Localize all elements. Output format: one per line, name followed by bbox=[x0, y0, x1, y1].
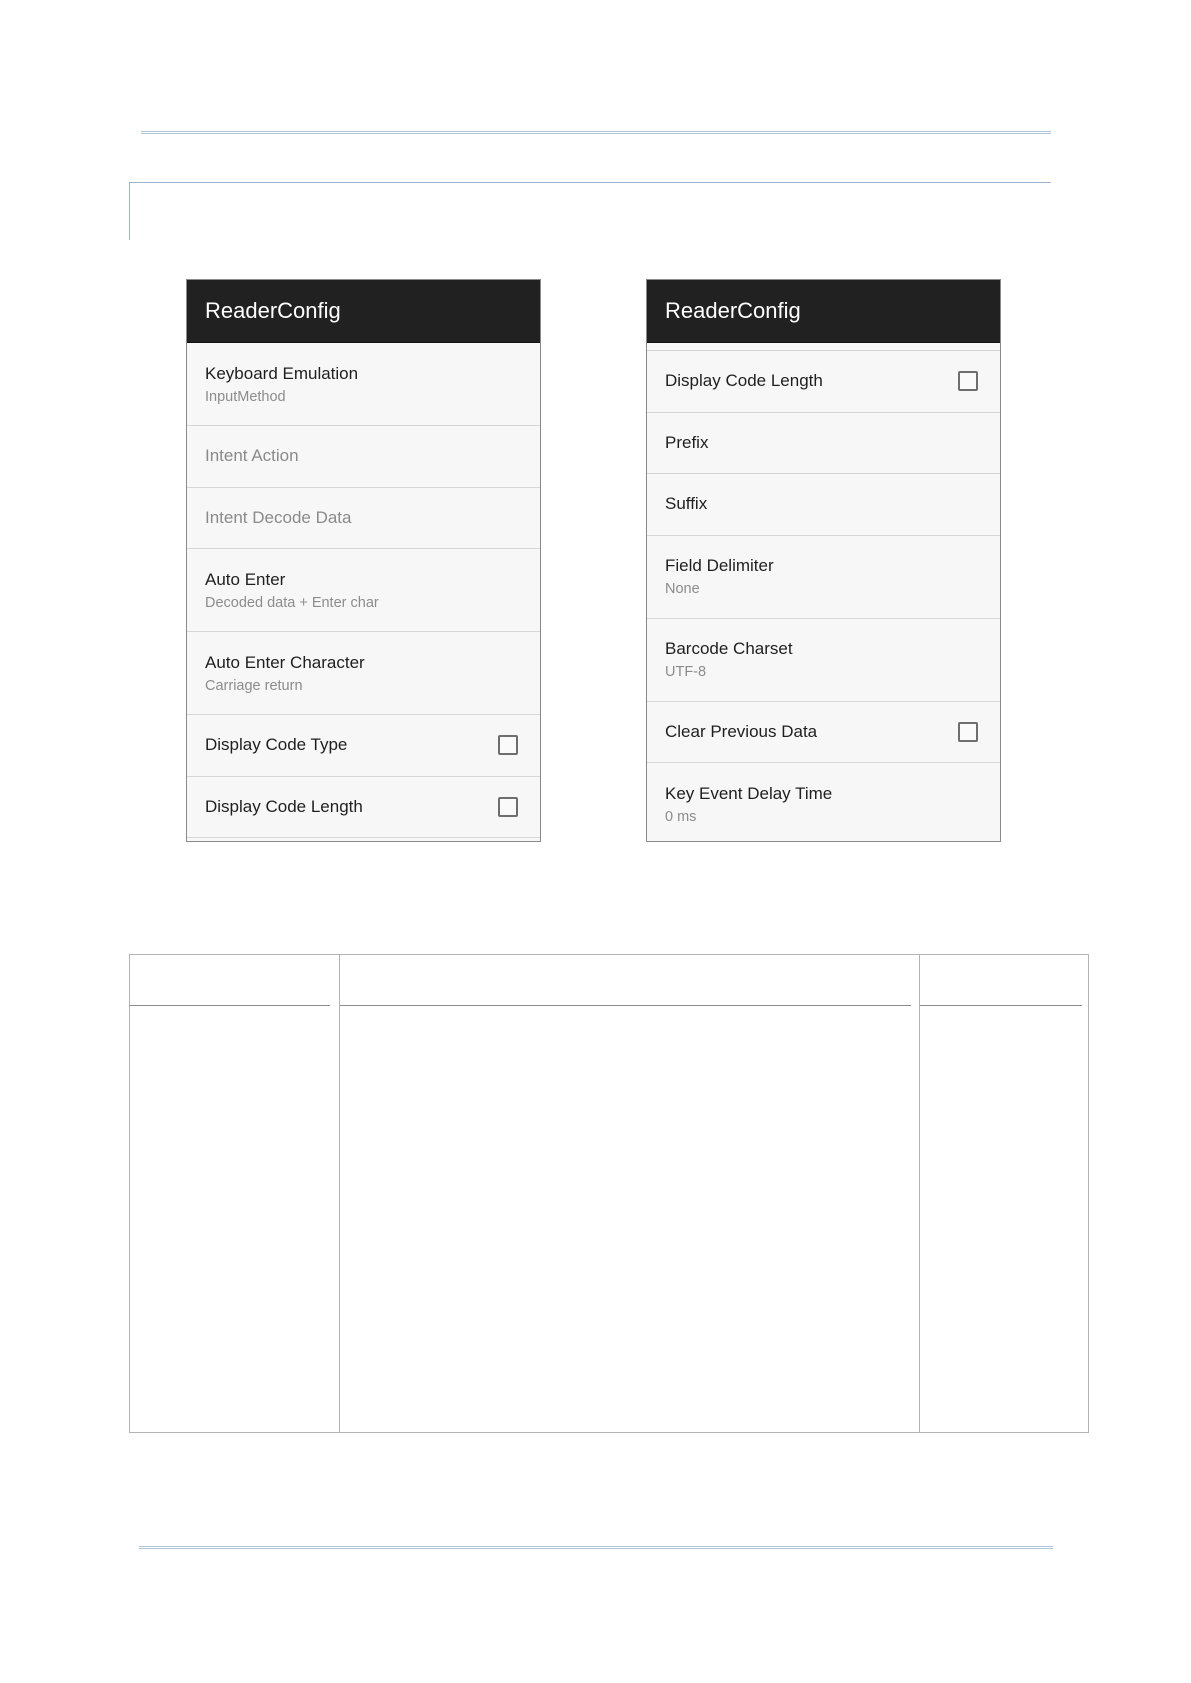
table-header-rule bbox=[130, 1005, 330, 1006]
spec-table bbox=[129, 954, 1089, 1433]
pref-clear-previous-data[interactable] bbox=[647, 702, 1000, 764]
pref-display-code-length[interactable] bbox=[647, 351, 1000, 413]
table-header-rule bbox=[340, 1005, 911, 1006]
pref-title: Barcode Charset bbox=[665, 639, 793, 658]
app-bar bbox=[187, 280, 540, 343]
pref-title: Intent Decode Data bbox=[205, 507, 352, 527]
pref-auto-enter-character[interactable] bbox=[187, 632, 540, 715]
pref-suffix[interactable] bbox=[647, 474, 1000, 536]
clear-previous-data-checkbox[interactable] bbox=[958, 722, 978, 742]
display-code-length-checkbox[interactable] bbox=[498, 797, 518, 817]
footer-rule bbox=[139, 1546, 1053, 1549]
pref-title: Key Event Delay Time bbox=[665, 784, 833, 803]
table-column-divider bbox=[919, 955, 920, 1432]
pref-title: Prefix bbox=[665, 432, 709, 452]
display-code-length-checkbox[interactable] bbox=[958, 371, 978, 391]
pref-title: Display Code Length bbox=[665, 371, 823, 391]
pref-summary: Carriage return bbox=[205, 677, 303, 694]
pref-intent-action bbox=[187, 426, 540, 488]
pref-intent-decode-data bbox=[187, 488, 540, 550]
app-title: ReaderConfig bbox=[665, 298, 801, 323]
section-heading-frame bbox=[129, 182, 1051, 240]
phone-screen-left bbox=[186, 279, 541, 842]
pref-title: Auto Enter bbox=[205, 569, 286, 589]
pref-summary: Decoded data + Enter char bbox=[205, 594, 379, 611]
app-bar bbox=[647, 280, 1000, 343]
pref-title: Display Code Length bbox=[205, 796, 363, 816]
pref-title: Intent Action bbox=[205, 446, 299, 466]
preference-list bbox=[187, 343, 540, 838]
display-code-type-checkbox[interactable] bbox=[498, 735, 518, 755]
header-rule bbox=[141, 131, 1051, 134]
pref-summary: InputMethod bbox=[205, 388, 286, 405]
pref-title: Clear Previous Data bbox=[665, 721, 818, 741]
list-divider bbox=[647, 343, 1000, 351]
pref-auto-enter[interactable] bbox=[187, 549, 540, 632]
pref-summary: None bbox=[665, 581, 700, 597]
pref-title: Auto Enter Character bbox=[205, 652, 365, 672]
pref-title: Display Code Type bbox=[205, 735, 348, 755]
table-column-divider bbox=[339, 955, 340, 1432]
pref-summary: 0 ms bbox=[665, 809, 697, 825]
pref-barcode-charset[interactable] bbox=[647, 619, 1000, 702]
pref-key-event-delay-time[interactable] bbox=[647, 763, 1000, 842]
pref-keyboard-emulation[interactable] bbox=[187, 343, 540, 426]
phone-screen-right bbox=[646, 279, 1001, 842]
pref-summary: UTF-8 bbox=[665, 664, 707, 680]
pref-display-code-type[interactable] bbox=[187, 715, 540, 777]
table-header-rule bbox=[920, 1005, 1082, 1006]
app-title: ReaderConfig bbox=[205, 298, 341, 323]
pref-prefix[interactable] bbox=[647, 413, 1000, 475]
pref-field-delimiter[interactable] bbox=[647, 536, 1000, 619]
pref-title: Suffix bbox=[665, 494, 708, 514]
preference-list bbox=[647, 351, 1000, 842]
pref-title: Keyboard Emulation bbox=[205, 363, 359, 383]
pref-title: Field Delimiter bbox=[665, 556, 774, 575]
pref-display-code-length[interactable] bbox=[187, 777, 540, 839]
